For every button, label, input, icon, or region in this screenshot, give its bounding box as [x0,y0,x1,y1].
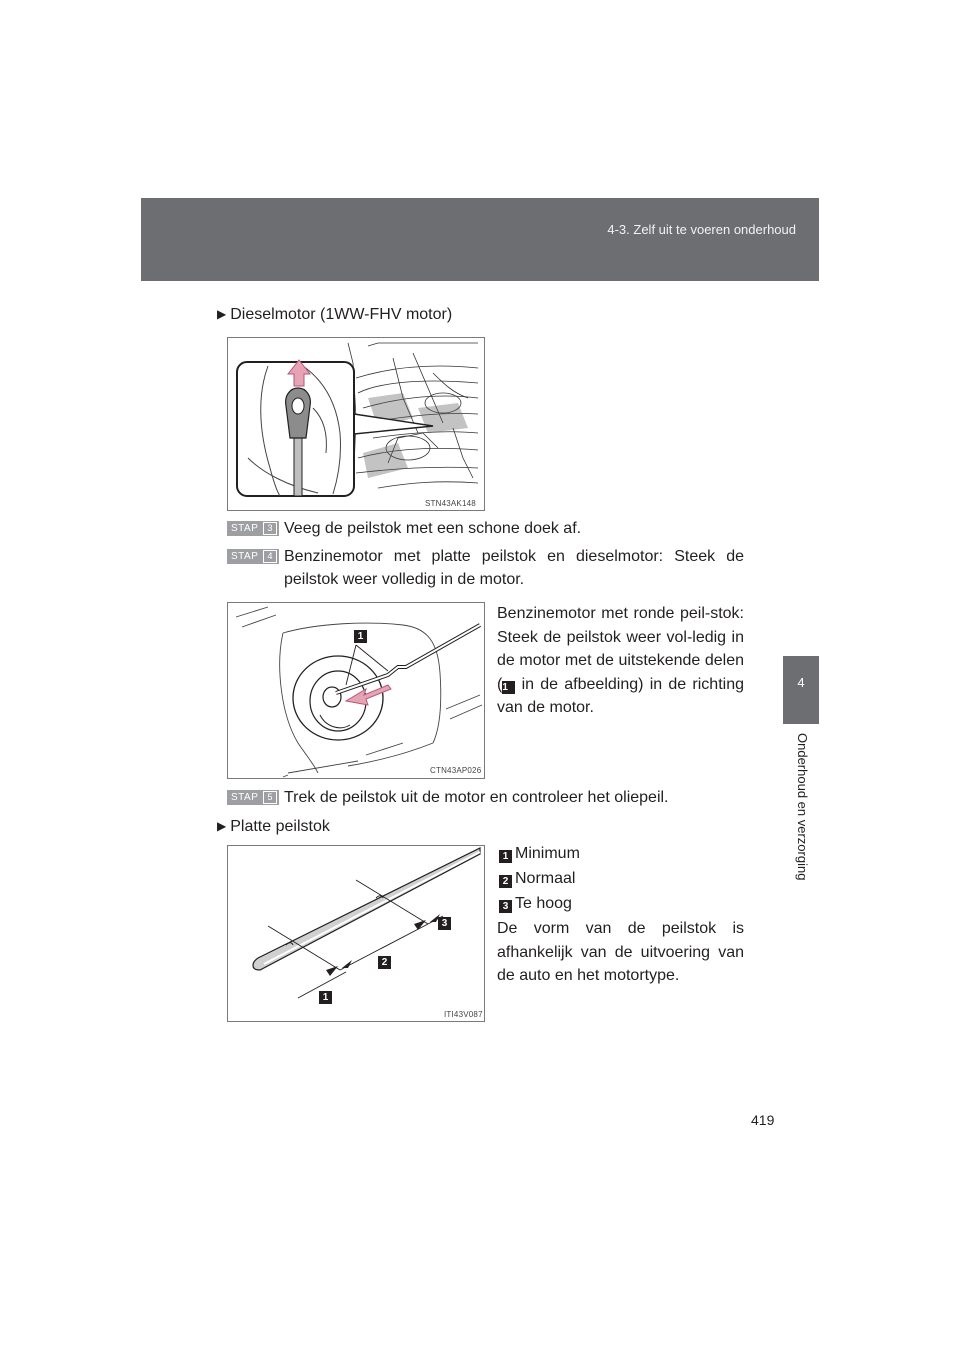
figure-code: CTN43AP026 [430,766,482,775]
flat-dipstick-figure [227,845,485,1022]
round-dipstick-figure [227,602,485,779]
callout-badge-high: 3 [438,917,451,930]
callout-badge-minimum: 1 [319,991,332,1004]
diesel-dipstick-figure [227,337,485,511]
diesel-heading-text: Dieselmotor (1WW-FHV motor) [230,306,453,323]
step-4-text: Benzinemotor met platte peilstok en dieselmotor: Steek de peilstok weer volledig in de motor. [284,548,744,588]
dipstick-shape-note: De vorm van de peilstok is afhankelijk van de uitvoering van de auto en het motortype. [497,920,744,984]
figure-code: ITI43V087 [444,1010,483,1019]
legend-item-normal: 2 Normaal [499,869,575,889]
diesel-engine-illustration [228,338,484,510]
flat-dipstick-heading-text: Platte peilstok [230,818,330,835]
chapter-header-band [141,198,819,281]
page-number: 419 [751,1112,775,1128]
step-5-text: Trek de peilstok uit de motor en controleer het oliepeil. [284,789,669,806]
section-title: 4-3. Zelf uit te voeren onderhoud [607,222,796,237]
triangle-bullet-icon: ▶ [217,819,227,833]
diesel-heading [217,305,452,325]
legend-item-minimum: 1 Minimum [499,844,580,864]
step-badge: STAP 4 [227,549,279,564]
flat-dipstick-heading [217,817,330,837]
figure-code: STN43AK148 [425,499,476,508]
flat-dipstick-illustration [228,846,484,1021]
callout-badge: 1 [354,630,367,643]
triangle-bullet-icon: ▶ [217,307,227,321]
round-dipstick-paragraph: Benzinemotor met ronde peil-stok: Steek de peilstok weer vol-ledig in de motor met de uitstekende delen (1 in de afbeelding) in de richting van de motor. [497,605,744,716]
step-3-text: Veeg de peilstok met een schone doek af. [284,520,582,537]
inline-callout-badge: 1 [502,681,515,694]
callout-badge-normal: 2 [378,956,391,969]
legend-item-high: 3 Te hoog [499,894,572,914]
chapter-tab[interactable] [783,656,819,724]
step-badge: STAP 3 [227,521,279,536]
step-badge: STAP 5 [227,790,279,805]
chapter-number: 4 [797,675,805,690]
chapter-title: Onderhoud en verzorging [795,733,810,881]
